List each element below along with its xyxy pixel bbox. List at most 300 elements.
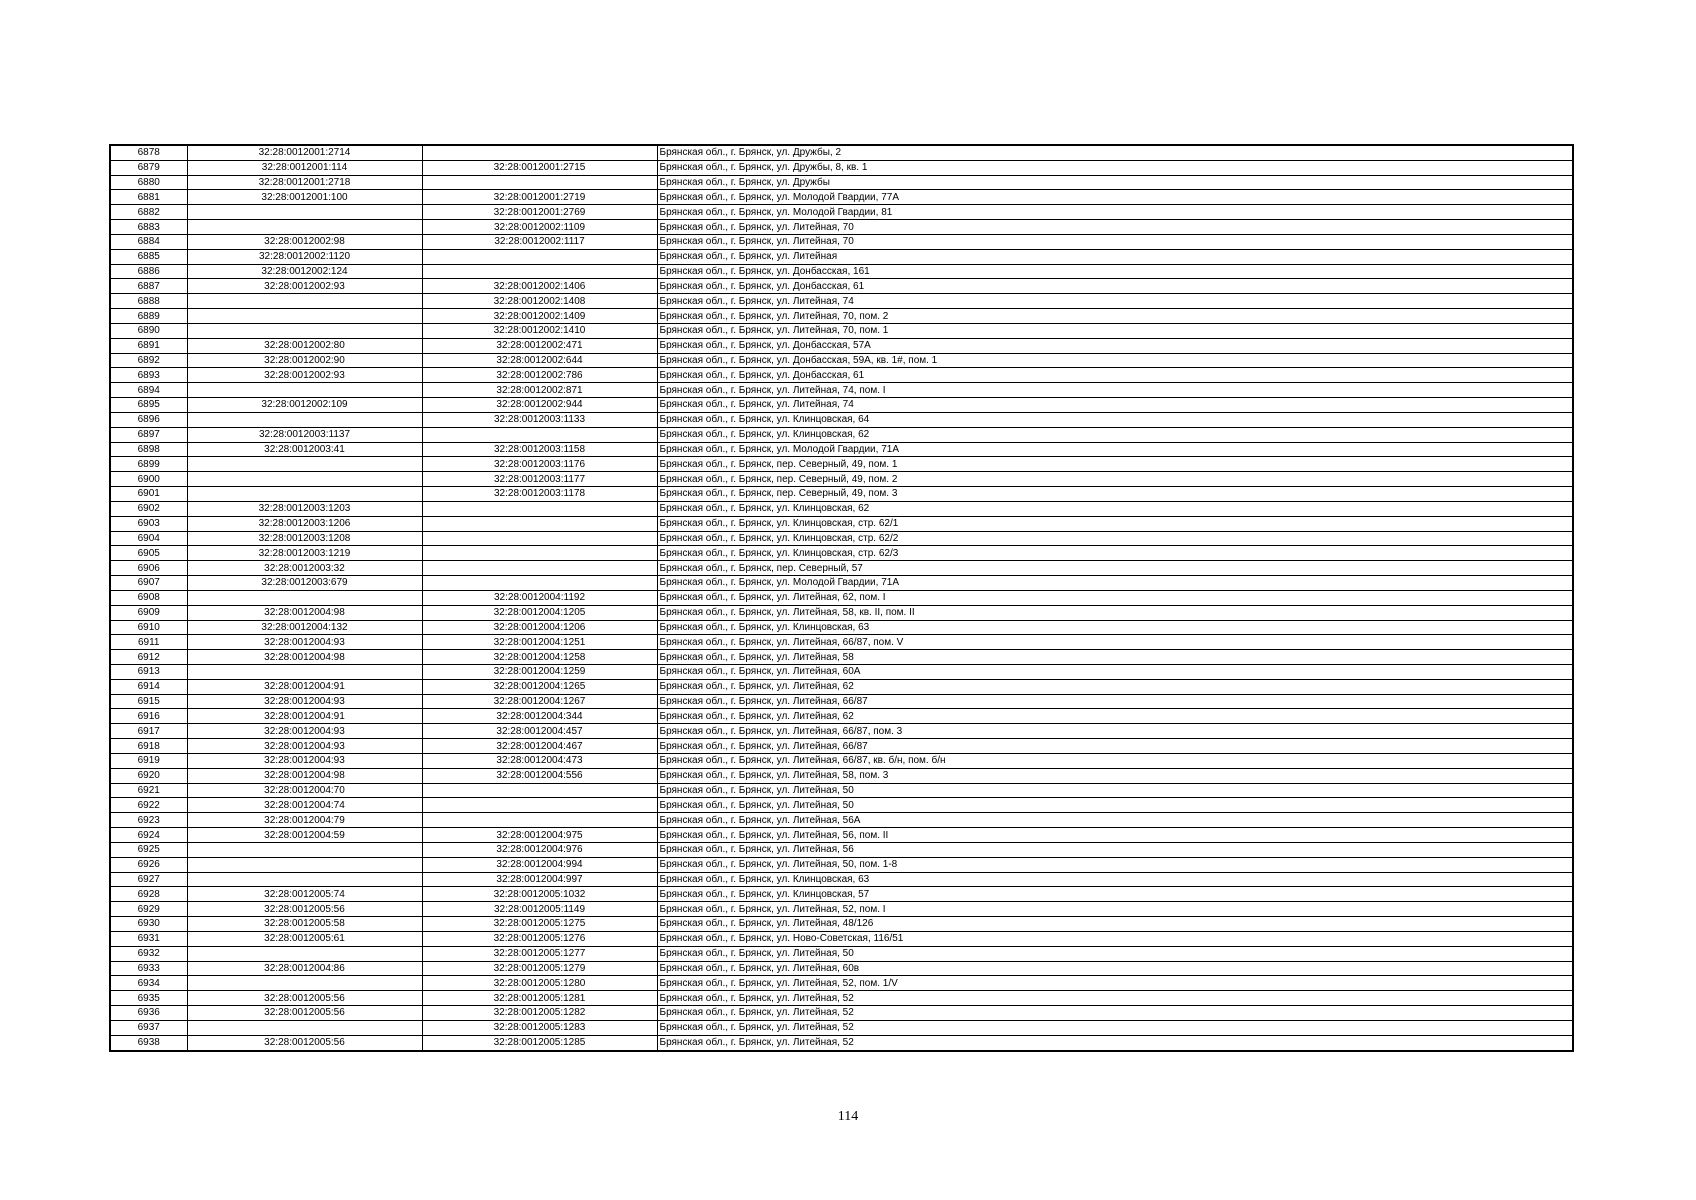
land-cadastral-number-cell: 32:28:0012003:1208 (187, 531, 422, 546)
table-row (110, 442, 1573, 457)
row-number-cell: 6911 (110, 635, 187, 650)
row-number-cell: 6910 (110, 620, 187, 635)
address-cell: Брянская обл., г. Брянск, ул. Литейная, 60в (657, 961, 1573, 976)
object-cadastral-number-cell (422, 813, 657, 828)
land-cadastral-number-cell (187, 294, 422, 309)
row-number-cell: 6903 (110, 516, 187, 531)
row-number-cell: 6916 (110, 709, 187, 724)
table-row (110, 1006, 1573, 1021)
row-number-cell: 6879 (110, 160, 187, 175)
row-number-cell: 6907 (110, 576, 187, 591)
object-cadastral-number-cell: 32:28:0012004:1206 (422, 620, 657, 635)
table-row (110, 650, 1573, 665)
land-cadastral-number-cell: 32:28:0012003:1137 (187, 427, 422, 442)
land-cadastral-number-cell (187, 383, 422, 398)
row-number-cell: 6917 (110, 724, 187, 739)
object-cadastral-number-cell (422, 501, 657, 516)
table-row (110, 249, 1573, 264)
row-number-cell: 6905 (110, 546, 187, 561)
address-cell: Брянская обл., г. Брянск, ул. Литейная, 66/87 (657, 694, 1573, 709)
table-row (110, 931, 1573, 946)
row-number-cell: 6937 (110, 1020, 187, 1035)
object-cadastral-number-cell: 32:28:0012002:871 (422, 383, 657, 398)
row-number-cell: 6920 (110, 768, 187, 783)
object-cadastral-number-cell: 32:28:0012004:997 (422, 872, 657, 887)
row-number-cell: 6926 (110, 857, 187, 872)
object-cadastral-number-cell: 32:28:0012003:1176 (422, 457, 657, 472)
object-cadastral-number-cell (422, 576, 657, 591)
land-cadastral-number-cell: 32:28:0012002:93 (187, 279, 422, 294)
address-cell: Брянская обл., г. Брянск, ул. Литейная, 52, пом. I (657, 902, 1573, 917)
row-number-cell: 6930 (110, 917, 187, 932)
document-page (109, 144, 1572, 1052)
row-number-cell: 6895 (110, 398, 187, 413)
row-number-cell: 6883 (110, 220, 187, 235)
address-cell: Брянская обл., г. Брянск, ул. Клинцовская, стр. 62/3 (657, 546, 1573, 561)
land-cadastral-number-cell: 32:28:0012004:74 (187, 798, 422, 813)
row-number-cell: 6901 (110, 487, 187, 502)
table-row (110, 813, 1573, 828)
address-cell: Брянская обл., г. Брянск, ул. Клинцовская, стр. 62/2 (657, 531, 1573, 546)
table-row (110, 828, 1573, 843)
address-cell: Брянская обл., г. Брянск, ул. Литейная, 70, пом. 1 (657, 323, 1573, 338)
table-row (110, 709, 1573, 724)
address-cell: Брянская обл., г. Брянск, ул. Молодой Гвардии, 71А (657, 576, 1573, 591)
row-number-cell: 6899 (110, 457, 187, 472)
land-cadastral-number-cell: 32:28:0012004:93 (187, 753, 422, 768)
row-number-cell: 6890 (110, 323, 187, 338)
row-number-cell: 6880 (110, 175, 187, 190)
land-cadastral-number-cell (187, 412, 422, 427)
address-cell: Брянская обл., г. Брянск, пер. Северный, 57 (657, 561, 1573, 576)
land-cadastral-number-cell: 32:28:0012005:58 (187, 917, 422, 932)
row-number-cell: 6935 (110, 991, 187, 1006)
object-cadastral-number-cell: 32:28:0012001:2715 (422, 160, 657, 175)
object-cadastral-number-cell (422, 546, 657, 561)
row-number-cell: 6919 (110, 753, 187, 768)
address-cell: Брянская обл., г. Брянск, ул. Донбасская, 61 (657, 368, 1573, 383)
object-cadastral-number-cell: 32:28:0012002:786 (422, 368, 657, 383)
object-cadastral-number-cell: 32:28:0012001:2769 (422, 205, 657, 220)
address-cell: Брянская обл., г. Брянск, ул. Клинцовская, 63 (657, 620, 1573, 635)
table-row (110, 872, 1573, 887)
address-cell: Брянская обл., г. Брянск, ул. Литейная, 56 (657, 842, 1573, 857)
object-cadastral-number-cell: 32:28:0012002:644 (422, 353, 657, 368)
land-cadastral-number-cell: 32:28:0012004:86 (187, 961, 422, 976)
land-cadastral-number-cell: 32:28:0012003:41 (187, 442, 422, 457)
land-cadastral-number-cell: 32:28:0012002:109 (187, 398, 422, 413)
row-number-cell: 6938 (110, 1035, 187, 1050)
table-row (110, 338, 1573, 353)
land-cadastral-number-cell: 32:28:0012004:98 (187, 605, 422, 620)
row-number-cell: 6921 (110, 783, 187, 798)
row-number-cell: 6884 (110, 234, 187, 249)
table-row (110, 323, 1573, 338)
object-cadastral-number-cell: 32:28:0012005:1277 (422, 946, 657, 961)
land-cadastral-number-cell: 32:28:0012004:59 (187, 828, 422, 843)
address-cell: Брянская обл., г. Брянск, ул. Литейная, 62, пом. I (657, 590, 1573, 605)
address-cell: Брянская обл., г. Брянск, ул. Литейная, 70 (657, 234, 1573, 249)
row-number-cell: 6929 (110, 902, 187, 917)
land-cadastral-number-cell: 32:28:0012004:79 (187, 813, 422, 828)
land-cadastral-number-cell: 32:28:0012001:2718 (187, 175, 422, 190)
object-cadastral-number-cell: 32:28:0012004:1258 (422, 650, 657, 665)
land-cadastral-number-cell (187, 664, 422, 679)
table-row (110, 190, 1573, 205)
address-cell: Брянская обл., г. Брянск, ул. Клинцовская, 62 (657, 501, 1573, 516)
row-number-cell: 6914 (110, 679, 187, 694)
table-row (110, 842, 1573, 857)
object-cadastral-number-cell: 32:28:0012005:1283 (422, 1020, 657, 1035)
address-cell: Брянская обл., г. Брянск, ул. Молодой Гвардии, 71А (657, 442, 1573, 457)
table-row (110, 724, 1573, 739)
row-number-cell: 6927 (110, 872, 187, 887)
land-cadastral-number-cell: 32:28:0012004:93 (187, 694, 422, 709)
address-cell: Брянская обл., г. Брянск, ул. Литейная, 50 (657, 783, 1573, 798)
object-cadastral-number-cell: 32:28:0012005:1282 (422, 1006, 657, 1021)
row-number-cell: 6934 (110, 976, 187, 991)
table-row (110, 946, 1573, 961)
address-cell: Брянская обл., г. Брянск, ул. Литейная, 66/87, кв. б/н, пом. б/н (657, 753, 1573, 768)
row-number-cell: 6900 (110, 472, 187, 487)
table-row (110, 917, 1573, 932)
table-row (110, 961, 1573, 976)
row-number-cell: 6931 (110, 931, 187, 946)
object-cadastral-number-cell: 32:28:0012004:976 (422, 842, 657, 857)
table-row (110, 679, 1573, 694)
address-cell: Брянская обл., г. Брянск, ул. Литейная, 50 (657, 946, 1573, 961)
land-cadastral-number-cell: 32:28:0012004:70 (187, 783, 422, 798)
address-cell: Брянская обл., г. Брянск, ул. Литейная, 62 (657, 679, 1573, 694)
table-row (110, 976, 1573, 991)
table-row (110, 783, 1573, 798)
land-cadastral-number-cell: 32:28:0012002:124 (187, 264, 422, 279)
address-cell: Брянская обл., г. Брянск, ул. Литейная, 66/87 (657, 739, 1573, 754)
row-number-cell: 6882 (110, 205, 187, 220)
land-cadastral-number-cell (187, 857, 422, 872)
row-number-cell: 6886 (110, 264, 187, 279)
address-cell: Брянская обл., г. Брянск, ул. Клинцовская, 62 (657, 427, 1573, 442)
object-cadastral-number-cell: 32:28:0012004:556 (422, 768, 657, 783)
row-number-cell: 6897 (110, 427, 187, 442)
address-cell: Брянская обл., г. Брянск, ул. Донбасская, 57А (657, 338, 1573, 353)
table-row (110, 531, 1573, 546)
address-cell: Брянская обл., г. Брянск, ул. Литейная, 74 (657, 294, 1573, 309)
row-number-cell: 6889 (110, 309, 187, 324)
table-row (110, 620, 1573, 635)
land-cadastral-number-cell (187, 220, 422, 235)
object-cadastral-number-cell: 32:28:0012004:1267 (422, 694, 657, 709)
land-cadastral-number-cell: 32:28:0012002:80 (187, 338, 422, 353)
object-cadastral-number-cell: 32:28:0012002:1117 (422, 234, 657, 249)
row-number-cell: 6902 (110, 501, 187, 516)
address-cell: Брянская обл., г. Брянск, ул. Литейная, 52 (657, 1006, 1573, 1021)
row-number-cell: 6893 (110, 368, 187, 383)
object-cadastral-number-cell: 32:28:0012004:1192 (422, 590, 657, 605)
address-cell: Брянская обл., г. Брянск, ул. Литейная, 62 (657, 709, 1573, 724)
table-row (110, 546, 1573, 561)
land-cadastral-number-cell: 32:28:0012005:61 (187, 931, 422, 946)
address-cell: Брянская обл., г. Брянск, ул. Литейная, 52 (657, 991, 1573, 1006)
row-number-cell: 6915 (110, 694, 187, 709)
address-cell: Брянская обл., г. Брянск, ул. Клинцовская, 64 (657, 412, 1573, 427)
land-cadastral-number-cell (187, 590, 422, 605)
land-cadastral-number-cell (187, 872, 422, 887)
object-cadastral-number-cell: 32:28:0012002:471 (422, 338, 657, 353)
object-cadastral-number-cell: 32:28:0012004:467 (422, 739, 657, 754)
address-cell: Брянская обл., г. Брянск, ул. Литейная (657, 249, 1573, 264)
land-cadastral-number-cell: 32:28:0012004:93 (187, 739, 422, 754)
table-row (110, 991, 1573, 1006)
table-row (110, 739, 1573, 754)
table-row (110, 694, 1573, 709)
land-cadastral-number-cell (187, 487, 422, 502)
row-number-cell: 6898 (110, 442, 187, 457)
object-cadastral-number-cell: 32:28:0012003:1158 (422, 442, 657, 457)
object-cadastral-number-cell (422, 561, 657, 576)
object-cadastral-number-cell: 32:28:0012005:1275 (422, 917, 657, 932)
object-cadastral-number-cell: 32:28:0012005:1285 (422, 1035, 657, 1050)
object-cadastral-number-cell: 32:28:0012002:1408 (422, 294, 657, 309)
object-cadastral-number-cell: 32:28:0012005:1280 (422, 976, 657, 991)
row-number-cell: 6909 (110, 605, 187, 620)
address-cell: Брянская обл., г. Брянск, ул. Клинцовская, стр. 62/1 (657, 516, 1573, 531)
address-cell: Брянская обл., г. Брянск, ул. Ново-Советская, 116/51 (657, 931, 1573, 946)
table-row (110, 220, 1573, 235)
table-row (110, 234, 1573, 249)
object-cadastral-number-cell (422, 145, 657, 160)
address-cell: Брянская обл., г. Брянск, ул. Литейная, 66/87, пом. V (657, 635, 1573, 650)
address-cell: Брянская обл., г. Брянск, ул. Литейная, 70, пом. 2 (657, 309, 1573, 324)
object-cadastral-number-cell: 32:28:0012005:1281 (422, 991, 657, 1006)
address-cell: Брянская обл., г. Брянск, пер. Северный, 49, пом. 3 (657, 487, 1573, 502)
land-cadastral-number-cell: 32:28:0012004:93 (187, 635, 422, 650)
land-cadastral-number-cell: 32:28:0012003:1219 (187, 546, 422, 561)
land-cadastral-number-cell (187, 205, 422, 220)
address-cell: Брянская обл., г. Брянск, ул. Молодой Гвардии, 77А (657, 190, 1573, 205)
object-cadastral-number-cell: 32:28:0012005:1149 (422, 902, 657, 917)
land-cadastral-number-cell (187, 1020, 422, 1035)
address-cell: Брянская обл., г. Брянск, ул. Литейная, 52, пом. 1/V (657, 976, 1573, 991)
row-number-cell: 6885 (110, 249, 187, 264)
table-row (110, 768, 1573, 783)
table-row (110, 1020, 1573, 1035)
table-row (110, 383, 1573, 398)
land-cadastral-number-cell (187, 946, 422, 961)
row-number-cell: 6912 (110, 650, 187, 665)
row-number-cell: 6887 (110, 279, 187, 294)
table-row (110, 175, 1573, 190)
address-cell: Брянская обл., г. Брянск, ул. Дружбы (657, 175, 1573, 190)
land-cadastral-number-cell: 32:28:0012004:98 (187, 650, 422, 665)
address-cell: Брянская обл., г. Брянск, ул. Литейная, 48/126 (657, 917, 1573, 932)
row-number-cell: 6896 (110, 412, 187, 427)
address-cell: Брянская обл., г. Брянск, ул. Донбасская, 61 (657, 279, 1573, 294)
address-cell: Брянская обл., г. Брянск, ул. Дружбы, 8, кв. 1 (657, 160, 1573, 175)
table-row (110, 605, 1573, 620)
land-cadastral-number-cell: 32:28:0012004:91 (187, 679, 422, 694)
object-cadastral-number-cell: 32:28:0012004:344 (422, 709, 657, 724)
page-number: 114 (837, 1109, 859, 1124)
land-cadastral-number-cell: 32:28:0012003:1206 (187, 516, 422, 531)
table-row (110, 145, 1573, 160)
address-cell: Брянская обл., г. Брянск, ул. Донбасская, 161 (657, 264, 1573, 279)
object-cadastral-number-cell: 32:28:0012005:1032 (422, 887, 657, 902)
row-number-cell: 6904 (110, 531, 187, 546)
row-number-cell: 6932 (110, 946, 187, 961)
row-number-cell: 6906 (110, 561, 187, 576)
address-cell: Брянская обл., г. Брянск, ул. Литейная, 52 (657, 1035, 1573, 1050)
table-row (110, 457, 1573, 472)
table-row (110, 798, 1573, 813)
object-cadastral-number-cell: 32:28:0012004:975 (422, 828, 657, 843)
land-cadastral-number-cell (187, 842, 422, 857)
address-cell: Брянская обл., г. Брянск, ул. Литейная, 56А (657, 813, 1573, 828)
object-cadastral-number-cell (422, 531, 657, 546)
row-number-cell: 6878 (110, 145, 187, 160)
table-row (110, 857, 1573, 872)
object-cadastral-number-cell: 32:28:0012005:1276 (422, 931, 657, 946)
row-number-cell: 6925 (110, 842, 187, 857)
address-cell: Брянская обл., г. Брянск, ул. Литейная, 58, кв. II, пом. II (657, 605, 1573, 620)
object-cadastral-number-cell (422, 264, 657, 279)
object-cadastral-number-cell (422, 175, 657, 190)
land-cadastral-number-cell: 32:28:0012004:93 (187, 724, 422, 739)
table-row (110, 294, 1573, 309)
land-cadastral-number-cell: 32:28:0012003:32 (187, 561, 422, 576)
object-cadastral-number-cell (422, 798, 657, 813)
object-cadastral-number-cell: 32:28:0012004:1205 (422, 605, 657, 620)
object-cadastral-number-cell: 32:28:0012004:473 (422, 753, 657, 768)
table-row (110, 160, 1573, 175)
address-cell: Брянская обл., г. Брянск, ул. Литейная, 56, пом. II (657, 828, 1573, 843)
land-cadastral-number-cell: 32:28:0012004:91 (187, 709, 422, 724)
object-cadastral-number-cell (422, 516, 657, 531)
land-cadastral-number-cell (187, 309, 422, 324)
table-row (110, 1035, 1573, 1050)
land-cadastral-number-cell: 32:28:0012005:56 (187, 902, 422, 917)
object-cadastral-number-cell: 32:28:0012004:1251 (422, 635, 657, 650)
land-cadastral-number-cell: 32:28:0012002:90 (187, 353, 422, 368)
table-row (110, 590, 1573, 605)
address-cell: Брянская обл., г. Брянск, ул. Литейная, 60А (657, 664, 1573, 679)
address-cell: Брянская обл., г. Брянск, ул. Клинцовская, 57 (657, 887, 1573, 902)
land-cadastral-number-cell: 32:28:0012001:2714 (187, 145, 422, 160)
row-number-cell: 6908 (110, 590, 187, 605)
table-row (110, 635, 1573, 650)
table-row (110, 279, 1573, 294)
row-number-cell: 6928 (110, 887, 187, 902)
row-number-cell: 6913 (110, 664, 187, 679)
address-cell: Брянская обл., г. Брянск, ул. Донбасская, 59А, кв. 1#, пом. 1 (657, 353, 1573, 368)
land-cadastral-number-cell: 32:28:0012003:679 (187, 576, 422, 591)
table-row (110, 353, 1573, 368)
land-cadastral-number-cell: 32:28:0012001:100 (187, 190, 422, 205)
land-cadastral-number-cell (187, 323, 422, 338)
row-number-cell: 6891 (110, 338, 187, 353)
address-cell: Брянская обл., г. Брянск, ул. Молодой Гвардии, 81 (657, 205, 1573, 220)
address-cell: Брянская обл., г. Брянск, ул. Литейная, 58, пом. 3 (657, 768, 1573, 783)
table-row (110, 398, 1573, 413)
row-number-cell: 6923 (110, 813, 187, 828)
row-number-cell: 6892 (110, 353, 187, 368)
table-row (110, 561, 1573, 576)
table-row (110, 664, 1573, 679)
land-cadastral-number-cell: 32:28:0012002:93 (187, 368, 422, 383)
address-cell: Брянская обл., г. Брянск, ул. Литейная, 74 (657, 398, 1573, 413)
object-cadastral-number-cell: 32:28:0012004:1265 (422, 679, 657, 694)
object-cadastral-number-cell (422, 783, 657, 798)
table-row (110, 487, 1573, 502)
table-row (110, 501, 1573, 516)
object-cadastral-number-cell (422, 249, 657, 264)
land-cadastral-number-cell: 32:28:0012002:1120 (187, 249, 422, 264)
land-cadastral-number-cell: 32:28:0012004:98 (187, 768, 422, 783)
address-cell: Брянская обл., г. Брянск, ул. Литейная, 66/87, пом. 3 (657, 724, 1573, 739)
row-number-cell: 6888 (110, 294, 187, 309)
land-cadastral-number-cell: 32:28:0012004:132 (187, 620, 422, 635)
land-cadastral-number-cell: 32:28:0012005:56 (187, 1035, 422, 1050)
object-cadastral-number-cell: 32:28:0012003:1177 (422, 472, 657, 487)
table-row (110, 753, 1573, 768)
row-number-cell: 6936 (110, 1006, 187, 1021)
table-row (110, 427, 1573, 442)
object-cadastral-number-cell (422, 427, 657, 442)
address-cell: Брянская обл., г. Брянск, ул. Литейная, 70 (657, 220, 1573, 235)
table-row (110, 412, 1573, 427)
object-cadastral-number-cell: 32:28:0012003:1133 (422, 412, 657, 427)
land-cadastral-number-cell (187, 457, 422, 472)
table-row (110, 902, 1573, 917)
object-cadastral-number-cell: 32:28:0012002:1406 (422, 279, 657, 294)
address-cell: Брянская обл., г. Брянск, пер. Северный, 49, пом. 2 (657, 472, 1573, 487)
address-cell: Брянская обл., г. Брянск, ул. Дружбы, 2 (657, 145, 1573, 160)
object-cadastral-number-cell: 32:28:0012001:2719 (422, 190, 657, 205)
land-cadastral-number-cell: 32:28:0012001:114 (187, 160, 422, 175)
row-number-cell: 6894 (110, 383, 187, 398)
object-cadastral-number-cell: 32:28:0012003:1178 (422, 487, 657, 502)
address-cell: Брянская обл., г. Брянск, ул. Литейная, 50 (657, 798, 1573, 813)
registry-table-body (110, 145, 1573, 1051)
address-cell: Брянская обл., г. Брянск, ул. Литейная, 74, пом. I (657, 383, 1573, 398)
land-cadastral-number-cell: 32:28:0012005:56 (187, 991, 422, 1006)
row-number-cell: 6933 (110, 961, 187, 976)
table-row (110, 472, 1573, 487)
row-number-cell: 6918 (110, 739, 187, 754)
object-cadastral-number-cell: 32:28:0012002:1410 (422, 323, 657, 338)
table-row (110, 516, 1573, 531)
land-cadastral-number-cell: 32:28:0012002:98 (187, 234, 422, 249)
row-number-cell: 6922 (110, 798, 187, 813)
address-cell: Брянская обл., г. Брянск, ул. Литейная, 58 (657, 650, 1573, 665)
object-cadastral-number-cell: 32:28:0012004:1259 (422, 664, 657, 679)
address-cell: Брянская обл., г. Брянск, ул. Клинцовская, 63 (657, 872, 1573, 887)
table-row (110, 205, 1573, 220)
object-cadastral-number-cell: 32:28:0012002:1109 (422, 220, 657, 235)
table-row (110, 368, 1573, 383)
object-cadastral-number-cell: 32:28:0012002:944 (422, 398, 657, 413)
table-row (110, 887, 1573, 902)
land-cadastral-number-cell (187, 976, 422, 991)
land-cadastral-number-cell: 32:28:0012005:56 (187, 1006, 422, 1021)
object-cadastral-number-cell: 32:28:0012004:994 (422, 857, 657, 872)
address-cell: Брянская обл., г. Брянск, пер. Северный, 49, пом. 1 (657, 457, 1573, 472)
object-cadastral-number-cell: 32:28:0012002:1409 (422, 309, 657, 324)
row-number-cell: 6881 (110, 190, 187, 205)
object-cadastral-number-cell: 32:28:0012005:1279 (422, 961, 657, 976)
address-cell: Брянская обл., г. Брянск, ул. Литейная, 52 (657, 1020, 1573, 1035)
registry-table (109, 144, 1574, 1052)
